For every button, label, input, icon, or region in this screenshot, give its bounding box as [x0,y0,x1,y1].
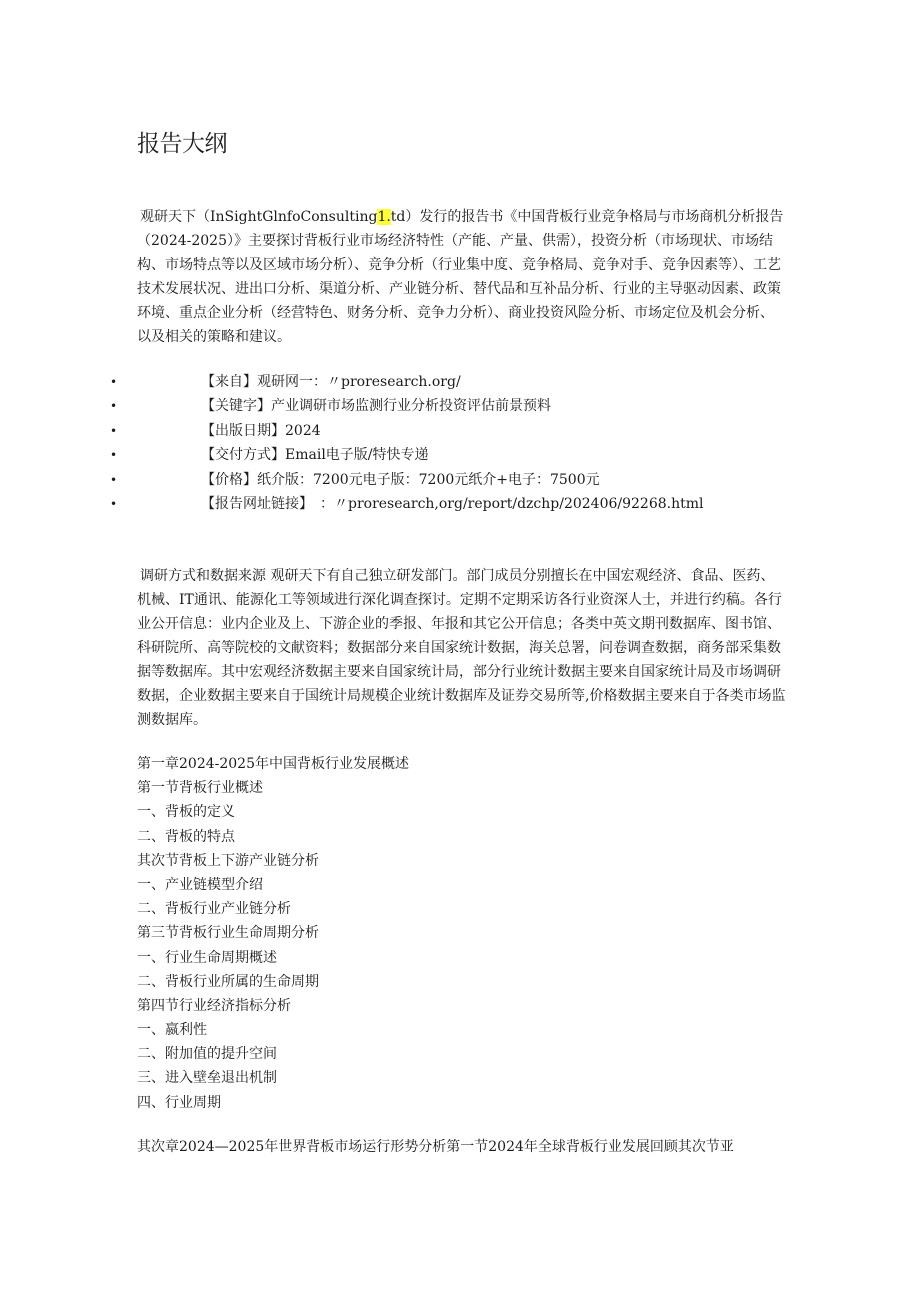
meta-item-text: 【价格】纸介版：7200元电子版：7200元纸介+电子：7500元 [201,471,600,488]
bullet-icon: • [110,448,118,463]
meta-item-text: 【报告网址链接】 ：〃proresearch,org/report/dzchp/202406/92268.html [201,495,704,512]
toc-item: 二、背板行业所属的生命周期 [137,973,319,990]
meta-item-source [110,370,810,394]
toc-item: 第三节背板行业生命周期分析 [137,925,319,942]
toc-item: 一、产业链模型介绍 [137,876,263,893]
bullet-icon: • [110,399,118,414]
toc-item: 三、进入壁垒退出机制 [137,1070,277,1087]
meta-item-text: 【交付方式】Email电子版/特快专递 [201,447,429,464]
toc-item: 第一章2024-2025年中国背板行业发展概述 [137,756,409,772]
meta-item-text: 【来自】观研网一：〃proresearch.org/ [201,374,461,390]
meta-item-text: 【出版日期】2024 [201,422,321,439]
toc-item: 一、嬴利性 [137,1022,207,1039]
meta-item-price [110,468,810,492]
toc-item: 二、背板的特点 [137,828,235,845]
toc-item: 其次节背板上下游产业链分析 [137,852,319,869]
meta-item-report-link [110,492,810,516]
toc-item: 第一节背板行业概述 [137,780,263,797]
intro-paragraph [137,205,787,349]
bullet-icon: • [110,375,118,389]
toc-item: 一、行业生命周期概述 [137,949,277,966]
toc-item: 第四节行业经济指标分析 [137,997,291,1014]
intro-text-after: td）发行的报告书《中国背板行业竞争格局与市场商机分析报告（2024-2025）》主要探讨背板行业市场经济特性（产能、产量、供需），投资分析（市场现状、市场结构、市场特点等以及区域市场分析）、竞争分析（行业集中度、竞争格局、竞争对手、竞争因素等）、工艺技术发展状况、进出口分析、渠道分析、产业链分析、替代品和互补品分析、行业的主导驱动因素、政策环境、重点企业分析（经营特色、财务分析、竞争力分析）、商业投资风险分析、市场定位及机会分析、以及相关的策略和建议。 [137,209,784,345]
chapter-two-line: 其次章2024—2025年世界背板市场运行形势分析第一节2024年全球背板行业发展回顾其次节亚 [137,1139,734,1155]
meta-item-publish-date [110,419,810,443]
highlighted-text: 1. [377,209,391,225]
meta-item-keywords [110,394,810,418]
table-of-contents [137,752,787,1115]
page-title: 报告大纲 [137,131,227,157]
toc-item: 二、附加值的提升空间 [137,1046,277,1063]
toc-item: 四、行业周期 [137,1094,221,1111]
intro-text-before: 观研天下（InSightGlnfoConsulting [140,209,378,225]
research-method-paragraph: 调研方式和数据来源 观研天下有自己独立研发部门。部门成员分别擅长在中国宏观经济、食品、医药、机械、IT通讯、能源化工等领域进行深化调查探讨。定期不定期采访各行业资深人士，并进行约稿。各行业公开信息：业内企业及上、下游企业的季报、年报和其它公开信息；各类中英文期刊数据库、图书馆、科研院所、高等院校的文献资料；数据部分来自国家统计数据，海关总署，问卷调查数据，商务部采集数据等数据库。其中宏观经济数据主要来自国家统计局，部分行业统计数据主要来自国家统计局及市场调研数据，企业数据主要来自于国统计局规模企业统计数据库及证券交易所等,价格数据主要来自于各类市场监测数据库。 [137,568,786,728]
report-meta-list [110,370,810,516]
toc-item: 一、背板的定义 [137,804,235,821]
meta-item-text: 【关键字】产业调研市场监测行业分析投资评估前景预料 [201,398,551,415]
toc-item: 二、背板行业产业链分析 [137,901,291,918]
bullet-icon: • [110,472,118,487]
meta-item-delivery [110,443,810,467]
bullet-icon: • [110,496,118,511]
bullet-icon: • [110,423,118,438]
